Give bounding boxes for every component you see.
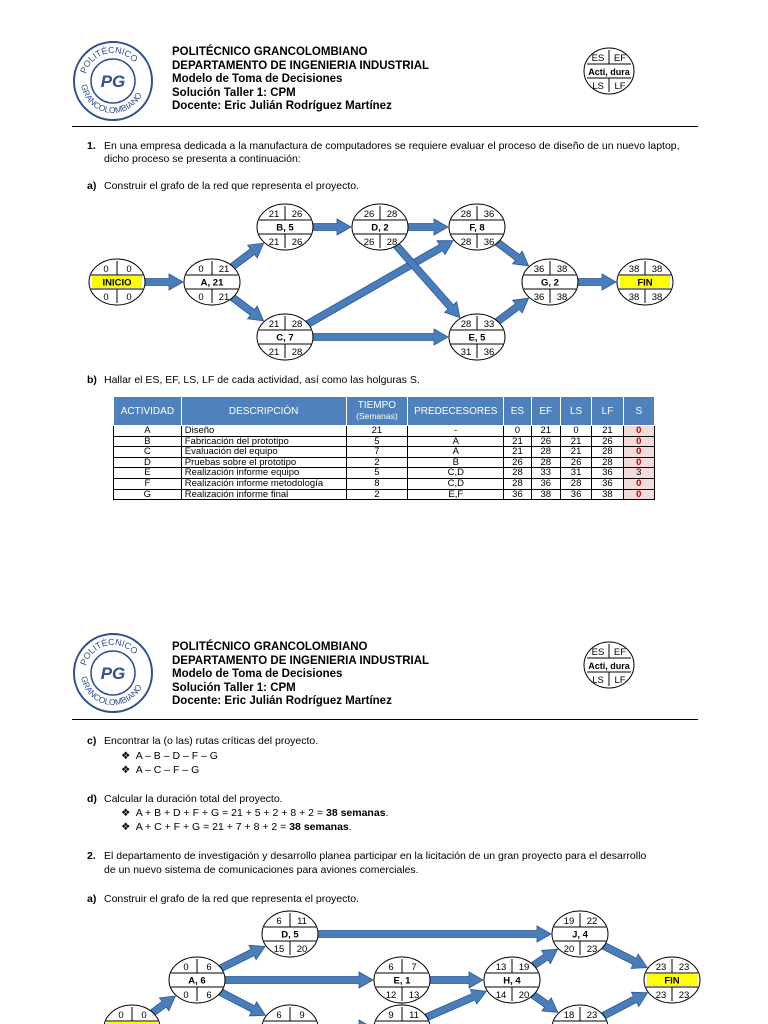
table-cell: 28 xyxy=(592,457,623,468)
table-cell: 31 xyxy=(560,468,591,479)
network-node xyxy=(352,204,408,250)
node-name: E, 1 xyxy=(393,975,411,987)
logo-mark: PG xyxy=(100,664,126,683)
col-time: TIEMPO (Semanas) xyxy=(346,397,408,426)
node-es: 0 xyxy=(118,1010,124,1021)
header-divider xyxy=(72,719,698,720)
header-divider xyxy=(72,126,698,127)
node-ef: 28 xyxy=(291,319,303,330)
node-lf: 13 xyxy=(408,990,420,1001)
table-cell: Fabricación del prototipo xyxy=(181,436,346,447)
legend-activity: Acti, dura xyxy=(588,67,630,77)
node-ef: 0 xyxy=(141,1010,147,1021)
institution-name: POLITÉCNICO GRANCOLOMBIANO xyxy=(172,46,368,58)
network-arrow xyxy=(602,943,647,969)
col-ef: EF xyxy=(531,397,560,426)
network-arrow xyxy=(231,243,264,269)
document-title: Solución Taller 1: CPM xyxy=(172,681,296,694)
node-lf: 6 xyxy=(206,990,212,1001)
problem-number: 1. xyxy=(87,140,96,152)
node-ef: 0 xyxy=(126,264,132,275)
node-lf: 20 xyxy=(518,990,530,1001)
table-cell: 21 xyxy=(504,447,531,458)
table-cell: 28 xyxy=(592,447,623,458)
legend-activity: Acti, dura xyxy=(588,661,630,671)
col-slack: S xyxy=(623,397,654,426)
node-ls: 14 xyxy=(495,990,507,1001)
table-cell: 36 xyxy=(592,478,623,489)
item-b-text: Hallar el ES, EF, LS, LF de cada actividad, así como las holguras S. xyxy=(104,374,420,386)
table-row xyxy=(114,447,655,458)
network-arrow xyxy=(313,219,351,235)
table-cell: B xyxy=(408,457,504,468)
course-name: Modelo de Toma de Decisiones xyxy=(172,73,343,85)
node-ls: 0 xyxy=(183,990,189,1001)
logo xyxy=(72,632,154,714)
node-ef: 19 xyxy=(518,962,530,973)
table-cell: C xyxy=(114,447,182,458)
network-node xyxy=(104,1005,160,1024)
course-name: Modelo de Toma de Decisiones xyxy=(172,668,343,680)
table-cell: 26 xyxy=(531,436,560,447)
network-node xyxy=(262,1005,318,1024)
node-ef: 33 xyxy=(483,319,495,330)
node-name: H, 4 xyxy=(503,975,521,987)
table-cell: Realización informe final xyxy=(181,489,346,500)
table-cell: 26 xyxy=(592,436,623,447)
item-2a-text: Construir el grafo de la red que representa el proyecto. xyxy=(104,893,360,905)
node-ef: 22 xyxy=(586,916,598,927)
network-graph-1 xyxy=(0,195,768,365)
node-ls: 38 xyxy=(628,292,640,303)
table-cell: 0 xyxy=(623,478,654,489)
table-cell: 2 xyxy=(346,489,408,500)
node-ef: 7 xyxy=(411,962,417,973)
table-cell: 3 xyxy=(623,468,654,479)
node-ef: 23 xyxy=(586,1010,598,1021)
network-arrow xyxy=(578,274,616,290)
table-cell: F xyxy=(114,478,182,489)
node-name: FIN xyxy=(664,975,680,987)
network-node xyxy=(257,314,313,360)
node-es: 38 xyxy=(628,264,640,275)
col-predecessors: PREDECESORES xyxy=(408,397,504,426)
network-arrow xyxy=(231,295,264,321)
node-es: 13 xyxy=(495,962,507,973)
table-cell: 28 xyxy=(560,478,591,489)
item-d-label: d) xyxy=(87,793,97,805)
node-name: B, 5 xyxy=(276,222,294,234)
table-cell: D xyxy=(114,457,182,468)
network-node xyxy=(522,259,578,305)
node-lf: 38 xyxy=(556,292,568,303)
table-cell: 28 xyxy=(531,457,560,468)
node-name: D, 2 xyxy=(371,222,389,234)
node-lf: 38 xyxy=(651,292,663,303)
table-cell: 2 xyxy=(346,457,408,468)
network-node xyxy=(169,957,225,1003)
node-es: 21 xyxy=(268,319,280,330)
node-name: A, 6 xyxy=(188,975,206,987)
node-name: D, 5 xyxy=(281,929,299,941)
node-ls: 0 xyxy=(103,292,109,303)
node-ls: 26 xyxy=(363,237,375,248)
node-name: INICIO xyxy=(102,277,132,289)
network-arrow xyxy=(313,329,448,345)
table-cell: 33 xyxy=(531,468,560,479)
network-arrow xyxy=(219,989,265,1016)
table-cell: G xyxy=(114,489,182,500)
table-cell: 0 xyxy=(623,457,654,468)
table-cell: E xyxy=(114,468,182,479)
table-cell: Pruebas sobre el prototipo xyxy=(181,457,346,468)
table-cell: A xyxy=(408,447,504,458)
problem-text-line1: En una empresa dedicada a la manufactura de computadores se requiere evaluar el proceso de diseño de un nuevo laptop, xyxy=(104,140,680,152)
node-ls: 21 xyxy=(268,237,280,248)
node-name: C, 7 xyxy=(276,332,294,344)
header-block xyxy=(172,641,429,709)
logo-text-bottom: GRANCOLOMBIANO xyxy=(79,83,144,116)
logo xyxy=(72,40,154,122)
table-cell: 38 xyxy=(531,489,560,500)
document-title: Solución Taller 1: CPM xyxy=(172,86,296,99)
department-name: DEPARTAMENTO DE INGENIERIA INDUSTRIAL xyxy=(172,59,430,72)
legend-node xyxy=(581,640,637,690)
node-es: 23 xyxy=(655,962,667,973)
item-d-text: Calcular la duración total del proyecto. xyxy=(104,793,283,805)
table-cell: 21 xyxy=(531,426,560,437)
table-row xyxy=(114,468,655,479)
node-ls: 31 xyxy=(460,347,472,358)
legend-lf: LF xyxy=(614,675,626,686)
table-cell: 36 xyxy=(560,489,591,500)
logo-mark: PG xyxy=(100,72,126,91)
network-node xyxy=(257,204,313,250)
table-cell: 21 xyxy=(560,447,591,458)
table-cell: 21 xyxy=(346,426,408,437)
node-es: 0 xyxy=(198,264,204,275)
col-es: ES xyxy=(504,397,531,426)
node-ef: 38 xyxy=(651,264,663,275)
node-name: G, 2 xyxy=(541,277,559,289)
table-row xyxy=(114,478,655,489)
node-ls: 15 xyxy=(273,944,285,955)
node-ef: 11 xyxy=(409,1010,419,1021)
node-lf: 28 xyxy=(291,347,303,358)
logo-text-top: POLITÉCNICO xyxy=(78,44,140,75)
network-graph-2 xyxy=(0,910,768,1024)
node-ef: 11 xyxy=(297,916,307,927)
table-row xyxy=(114,489,655,500)
teacher-name: Docente: Eric Julián Rodríguez Martínez xyxy=(172,100,392,112)
table-cell: 26 xyxy=(560,457,591,468)
col-description: DESCRIPCIÓN xyxy=(181,397,346,426)
node-ef: 21 xyxy=(218,264,230,275)
table-cell: E,F xyxy=(408,489,504,500)
node-ls: 36 xyxy=(533,292,545,303)
node-lf: 36 xyxy=(483,347,495,358)
node-es: 28 xyxy=(460,209,472,220)
legend-ls: LS xyxy=(592,81,604,92)
institution-name: POLITÉCNICO GRANCOLOMBIANO xyxy=(172,641,368,653)
network-arrow xyxy=(425,990,486,1021)
network-arrow xyxy=(496,298,529,324)
node-lf: 26 xyxy=(291,237,303,248)
node-es: 36 xyxy=(533,264,545,275)
table-cell: C,D xyxy=(408,478,504,489)
node-ef: 9 xyxy=(299,1010,305,1021)
problem-2-text-line1: El departamento de investigación y desarrollo planea participar en la licitación de un gran proyecto para el desarrollo xyxy=(104,850,647,862)
node-ef: 23 xyxy=(678,962,690,973)
legend-es: ES xyxy=(591,53,605,64)
table-cell: 21 xyxy=(592,426,623,437)
node-ls: 0 xyxy=(198,292,204,303)
network-arrow xyxy=(151,996,176,1015)
node-ef: 26 xyxy=(291,209,303,220)
legend-es: ES xyxy=(591,647,605,658)
legend-ls: LS xyxy=(592,675,604,686)
network-arrow xyxy=(145,274,183,290)
network-arrow xyxy=(496,240,529,266)
table-row xyxy=(114,457,655,468)
network-node xyxy=(449,314,505,360)
department-name: DEPARTAMENTO DE INGENIERIA INDUSTRIAL xyxy=(172,654,430,667)
teacher-name: Docente: Eric Julián Rodríguez Martínez xyxy=(172,695,392,707)
table-cell: 26 xyxy=(504,457,531,468)
node-ls: 28 xyxy=(460,237,472,248)
network-arrow xyxy=(225,972,373,988)
duration-route-2: ❖ A + C + F + G = 21 + 7 + 8 + 2 = 38 semanas. xyxy=(121,821,352,833)
table-cell: A xyxy=(408,436,504,447)
activity-table xyxy=(113,396,655,500)
node-lf: 36 xyxy=(483,237,495,248)
header-block xyxy=(172,46,429,114)
table-cell: C,D xyxy=(408,468,504,479)
table-cell: 0 xyxy=(623,489,654,500)
network-node xyxy=(484,957,540,1003)
table-cell: Realización informe metodología xyxy=(181,478,346,489)
node-name: A, 21 xyxy=(200,277,224,289)
node-ef: 36 xyxy=(483,209,495,220)
node-name: E, 5 xyxy=(468,332,486,344)
node-lf: 23 xyxy=(586,944,598,955)
node-es: 0 xyxy=(103,264,109,275)
node-ls: 21 xyxy=(268,347,280,358)
table-cell: 0 xyxy=(623,426,654,437)
legend-lf: LF xyxy=(614,81,626,92)
duration-route-1: ❖ A + B + D + F + G = 21 + 5 + 2 + 8 + 2 = 38 semanas. xyxy=(121,807,389,819)
problem-2-number: 2. xyxy=(87,850,96,862)
logo-text-top: POLITÉCNICO xyxy=(78,636,140,667)
node-es: 6 xyxy=(276,916,282,927)
node-name: FIN xyxy=(637,277,653,289)
node-name: J, 4 xyxy=(572,929,588,941)
network-arrow xyxy=(219,945,265,971)
network-arrow xyxy=(318,1020,373,1024)
problem-text-line2: dicho proceso se presenta a continuación: xyxy=(104,153,301,165)
table-cell: Realización informe equipo xyxy=(181,468,346,479)
critical-route-1: ❖ A – B – D – F – G xyxy=(121,750,218,762)
table-cell: 21 xyxy=(560,436,591,447)
legend-node xyxy=(581,46,637,96)
node-ef: 6 xyxy=(206,962,212,973)
table-cell: Evaluación del equipo xyxy=(181,447,346,458)
col-activity: ACTIVIDAD xyxy=(114,397,182,426)
node-lf: 0 xyxy=(126,292,132,303)
table-cell: 36 xyxy=(592,468,623,479)
table-cell: A xyxy=(114,426,182,437)
legend-ef: EF xyxy=(613,647,627,658)
table-cell: 5 xyxy=(346,468,408,479)
col-lf: LF xyxy=(592,397,623,426)
item-c-label: c) xyxy=(87,735,97,747)
node-ef: 28 xyxy=(386,209,398,220)
network-arrow xyxy=(430,972,483,988)
node-es: 6 xyxy=(388,962,394,973)
table-cell: 36 xyxy=(504,489,531,500)
table-cell: 5 xyxy=(346,436,408,447)
network-arrow xyxy=(318,926,551,942)
network-node xyxy=(449,204,505,250)
node-es: 0 xyxy=(183,962,189,973)
critical-route-2: ❖ A – C – F – G xyxy=(121,764,200,776)
network-node xyxy=(374,1005,430,1024)
network-arrow xyxy=(532,949,558,968)
item-a-label: a) xyxy=(87,180,97,192)
table-cell: 0 xyxy=(504,426,531,437)
node-ls: 20 xyxy=(563,944,575,955)
table-cell: 0 xyxy=(623,447,654,458)
network-arrow xyxy=(531,992,558,1012)
table-cell: 28 xyxy=(531,447,560,458)
network-node xyxy=(374,957,430,1003)
table-cell: 7 xyxy=(346,447,408,458)
node-lf: 20 xyxy=(296,944,308,955)
table-cell: B xyxy=(114,436,182,447)
node-lf: 23 xyxy=(678,990,690,1001)
node-lf: 21 xyxy=(218,292,230,303)
table-cell: 21 xyxy=(504,436,531,447)
legend-ef: EF xyxy=(613,53,627,64)
table-cell: 28 xyxy=(504,468,531,479)
table-cell: 36 xyxy=(531,478,560,489)
node-ls: 23 xyxy=(655,990,667,1001)
node-es: 9 xyxy=(388,1010,394,1021)
network-node xyxy=(617,259,673,305)
table-cell: 38 xyxy=(592,489,623,500)
node-es: 19 xyxy=(563,916,575,927)
node-es: 6 xyxy=(276,1010,282,1021)
node-lf: 28 xyxy=(386,237,398,248)
node-es: 21 xyxy=(268,209,280,220)
table-cell: 8 xyxy=(346,478,408,489)
item-c-text: Encontrar la (o las) rutas críticas del proyecto. xyxy=(104,735,319,747)
problem-2-text-line2: de un nuevo sistema de comunicaciones para aviones comerciales. xyxy=(104,864,419,876)
node-ef: 38 xyxy=(556,264,568,275)
network-arrow xyxy=(408,219,448,235)
node-es: 18 xyxy=(563,1010,575,1021)
network-node xyxy=(262,911,318,957)
item-a-text: Construir el grafo de la red que representa el proyecto. xyxy=(104,180,360,192)
table-cell: 28 xyxy=(504,478,531,489)
network-node xyxy=(184,259,240,305)
network-node xyxy=(552,911,608,957)
node-es: 28 xyxy=(460,319,472,330)
col-ls: LS xyxy=(560,397,591,426)
node-ls: 12 xyxy=(385,990,397,1001)
item-2a-label: a) xyxy=(87,893,97,905)
table-cell: 0 xyxy=(623,436,654,447)
table-cell: 0 xyxy=(560,426,591,437)
node-name: F, 8 xyxy=(469,222,485,234)
node-es: 26 xyxy=(363,209,375,220)
item-b-label: b) xyxy=(87,374,97,386)
network-node xyxy=(644,957,700,1003)
table-cell: - xyxy=(408,426,504,437)
network-arrow xyxy=(602,992,648,1019)
table-row xyxy=(114,426,655,437)
logo-text-bottom: GRANCOLOMBIANO xyxy=(79,675,144,708)
table-row xyxy=(114,436,655,447)
table-cell: Diseño xyxy=(181,426,346,437)
network-node xyxy=(552,1005,608,1024)
network-node xyxy=(89,259,145,305)
